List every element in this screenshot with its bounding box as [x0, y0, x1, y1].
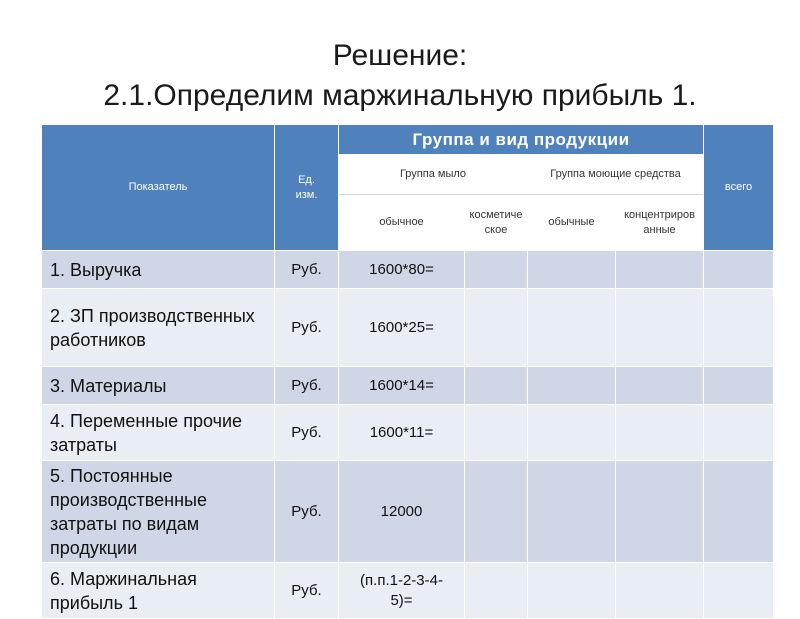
row-unit: Руб. — [275, 289, 339, 367]
header-soap-cosmetic: косметическое — [465, 195, 528, 251]
header-total: всего — [704, 125, 774, 251]
header-detergent-group: Группа моющие средства — [528, 155, 704, 195]
row-label: 5. Постоянные производственные затраты по видам продукции — [42, 461, 275, 563]
empty-cell — [528, 289, 616, 367]
table-row — [42, 461, 774, 563]
title-line-1: Решение: — [332, 39, 468, 72]
header-row-1 — [42, 125, 774, 155]
row-value: (п.п.1-2-3-4-5)= — [339, 563, 465, 619]
empty-cell — [465, 461, 528, 563]
row-value: 1600*80= — [339, 251, 465, 289]
header-unit: Ед. изм. — [275, 125, 339, 251]
empty-cell — [465, 405, 528, 461]
empty-cell — [704, 405, 774, 461]
row-label: 4. Переменные прочие затраты — [42, 405, 275, 461]
table-row — [42, 367, 774, 405]
row-unit: Руб. — [275, 461, 339, 563]
table-row — [42, 251, 774, 289]
header-product-group: Группа и вид продукции — [339, 125, 704, 155]
empty-cell — [616, 405, 704, 461]
header-det-concentrated: концентрированные — [616, 195, 704, 251]
empty-cell — [528, 251, 616, 289]
empty-cell — [704, 367, 774, 405]
empty-cell — [528, 461, 616, 563]
header-det-regular: обычные — [528, 195, 616, 251]
row-label: 2. ЗП производственных работников — [42, 289, 275, 367]
row-value: 12000 — [339, 461, 465, 563]
row-unit: Руб. — [275, 563, 339, 619]
table-row — [42, 563, 774, 619]
empty-cell — [616, 251, 704, 289]
row-label: 3. Материалы — [42, 367, 275, 405]
row-unit: Руб. — [275, 251, 339, 289]
empty-cell — [616, 461, 704, 563]
table-row — [42, 405, 774, 461]
empty-cell — [616, 289, 704, 367]
empty-cell — [528, 563, 616, 619]
empty-cell — [704, 251, 774, 289]
empty-cell — [528, 405, 616, 461]
empty-cell — [704, 289, 774, 367]
row-unit: Руб. — [275, 405, 339, 461]
empty-cell — [465, 289, 528, 367]
header-indicator: Показатель — [42, 125, 275, 251]
empty-cell — [616, 563, 704, 619]
header-soap-group: Группа мыло — [339, 155, 528, 195]
empty-cell — [465, 251, 528, 289]
header-soap-regular: обычное — [339, 195, 465, 251]
row-value: 1600*11= — [339, 405, 465, 461]
row-label: 6. Маржинальная прибыль 1 — [42, 563, 275, 619]
margin-profit-table — [41, 124, 774, 619]
row-value: 1600*14= — [339, 367, 465, 405]
title-line-2: 2.1.Определим маржинальную прибыль 1. — [103, 79, 697, 112]
empty-cell — [704, 563, 774, 619]
empty-cell — [465, 367, 528, 405]
row-label: 1. Выручка — [42, 251, 275, 289]
row-value: 1600*25= — [339, 289, 465, 367]
empty-cell — [616, 367, 704, 405]
empty-cell — [704, 461, 774, 563]
slide-title — [0, 36, 800, 116]
table-row — [42, 289, 774, 367]
empty-cell — [465, 563, 528, 619]
row-unit: Руб. — [275, 367, 339, 405]
empty-cell — [528, 367, 616, 405]
